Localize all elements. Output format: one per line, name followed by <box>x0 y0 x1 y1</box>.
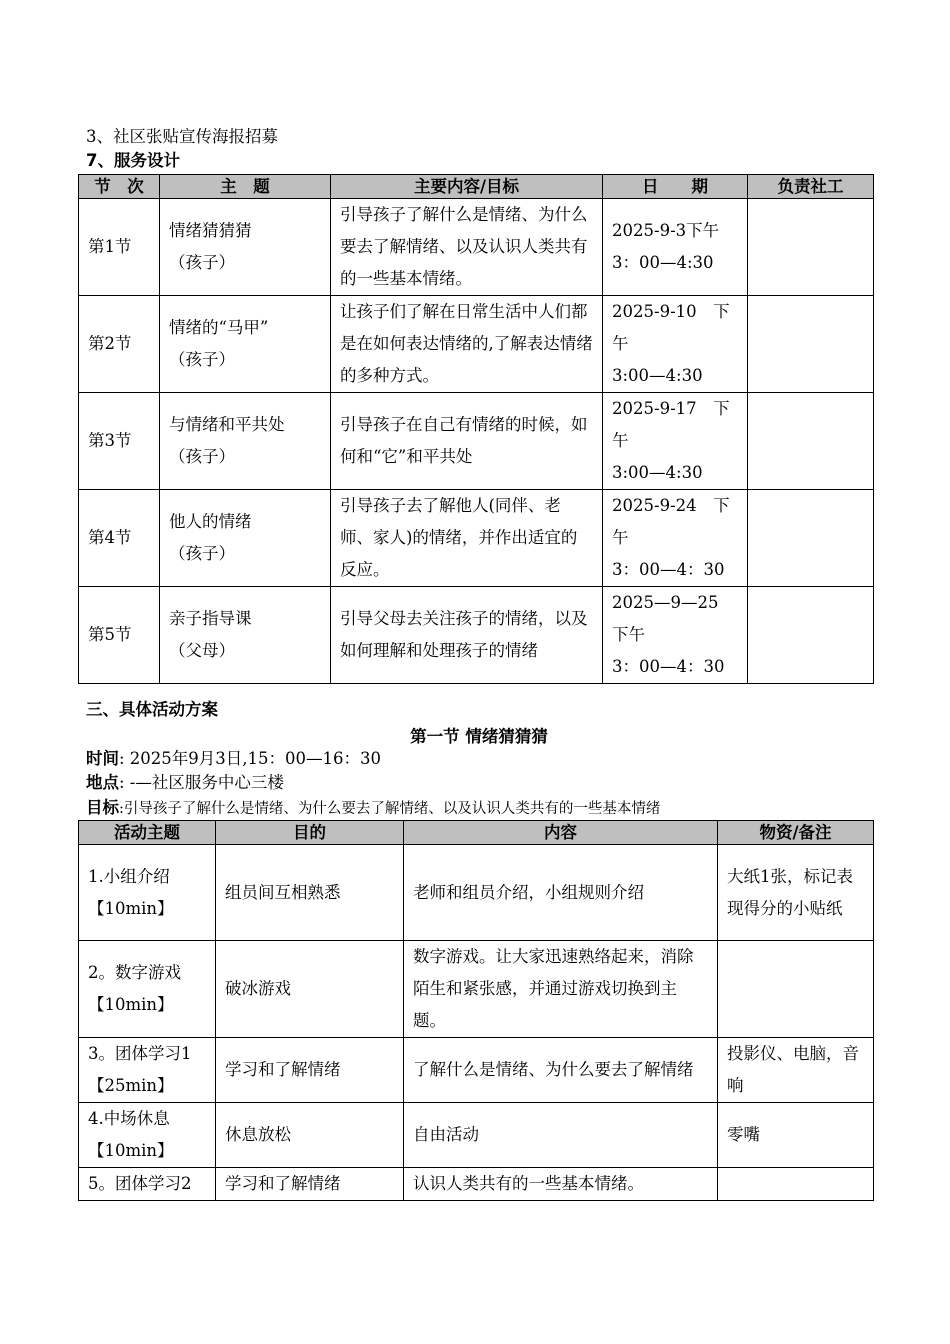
notes-cell: 大纸1张，标记表现得分的小贴纸 <box>718 845 874 941</box>
table-row <box>79 1038 874 1103</box>
section-3-title: 三、具体活动方案 <box>86 700 218 719</box>
place-line <box>86 772 284 794</box>
header-session: 节 次 <box>79 175 160 199</box>
content-cell: 认识人类共有的一些基本情绪。 <box>404 1168 718 1201</box>
header-date: 日 期 <box>603 175 748 199</box>
activity-plan-table <box>78 820 874 1201</box>
content-cell: 引导孩子去了解他人(同伴、老师、家人)的情绪，并作出适宜的反应。 <box>331 490 603 587</box>
table-row <box>79 587 874 684</box>
goal-value: :引导孩子了解什么是情绪、为什么要去了解情绪、以及认识人类共有的一些基本情绪 <box>119 801 661 817</box>
goal-label: 目标 <box>86 798 119 817</box>
time-value: : 2025年9月3日,15：00—16：30 <box>119 749 382 768</box>
notes-cell <box>718 941 874 1038</box>
worker-cell <box>748 490 874 587</box>
worker-cell <box>748 199 874 296</box>
session-1-title: 第一节 情绪猜猜猜 <box>410 727 548 746</box>
table-row <box>79 1168 874 1201</box>
table-header-row <box>79 821 874 845</box>
activity-theme-cell: 4.中场休息 【10min】 <box>79 1103 216 1168</box>
theme-cell: 与情绪和平共处 （孩子） <box>160 393 331 490</box>
content-cell: 让孩子们了解在日常生活中人们都是在如何表达情绪的,了解表达情绪的多种方式。 <box>331 296 603 393</box>
content-cell: 数字游戏。让大家迅速熟络起来，消除陌生和紧张感，并通过游戏切换到主题。 <box>404 941 718 1038</box>
purpose-cell: 休息放松 <box>216 1103 404 1168</box>
table-row <box>79 941 874 1038</box>
session-cell: 第3节 <box>79 393 160 490</box>
content-cell: 引导父母去关注孩子的情绪，以及如何理解和处理孩子的情绪 <box>331 587 603 684</box>
theme-cell: 亲子指导课 （父母） <box>160 587 331 684</box>
place-label: 地点 <box>86 773 119 792</box>
goal-line <box>86 797 660 820</box>
activity-theme-cell: 3。团体学习1 【25min】 <box>79 1038 216 1103</box>
purpose-cell: 学习和了解情绪 <box>216 1168 404 1201</box>
notes-cell: 投影仪、电脑，音响 <box>718 1038 874 1103</box>
worker-cell <box>748 296 874 393</box>
header-worker: 负责社工 <box>748 175 874 199</box>
header-notes: 物资/备注 <box>718 821 874 845</box>
time-line <box>86 748 381 770</box>
session-cell: 第2节 <box>79 296 160 393</box>
header-theme: 主 题 <box>160 175 331 199</box>
content-cell: 老师和组员介绍，小组规则介绍 <box>404 845 718 941</box>
purpose-cell: 学习和了解情绪 <box>216 1038 404 1103</box>
worker-cell <box>748 587 874 684</box>
theme-cell: 情绪的“马甲” （孩子） <box>160 296 331 393</box>
section-7-title: 7、服务设计 <box>86 151 180 170</box>
content-cell: 引导孩子了解什么是情绪、为什么要去了解情绪、以及认识人类共有的一些基本情绪。 <box>331 199 603 296</box>
table-row <box>79 393 874 490</box>
purpose-cell: 破冰游戏 <box>216 941 404 1038</box>
session-cell: 第4节 <box>79 490 160 587</box>
table-row <box>79 199 874 296</box>
content-cell: 了解什么是情绪、为什么要去了解情绪 <box>404 1038 718 1103</box>
header-purpose: 目的 <box>216 821 404 845</box>
table-row <box>79 1103 874 1168</box>
table-row <box>79 845 874 941</box>
theme-cell: 情绪猜猜猜 （孩子） <box>160 199 331 296</box>
header-content: 内容 <box>404 821 718 845</box>
content-cell: 引导孩子在自己有情绪的时候，如何和“它”和平共处 <box>331 393 603 490</box>
notes-cell <box>718 1168 874 1201</box>
header-content: 主要内容/目标 <box>331 175 603 199</box>
time-label: 时间 <box>86 749 119 768</box>
table-header-row <box>79 175 874 199</box>
date-cell: 2025-9-3下午 3：00—4:30 <box>603 199 748 296</box>
content-cell: 自由活动 <box>404 1103 718 1168</box>
notes-cell: 零嘴 <box>718 1103 874 1168</box>
date-cell: 2025—9—25 下午 3：00—4：30 <box>603 587 748 684</box>
intro-line: 3、社区张贴宣传海报招募 <box>86 127 278 146</box>
date-cell: 2025-9-24 下 午 3：00—4：30 <box>603 490 748 587</box>
service-design-table <box>78 174 874 684</box>
activity-theme-cell: 1.小组介绍 【10min】 <box>79 845 216 941</box>
theme-cell: 他人的情绪 （孩子） <box>160 490 331 587</box>
purpose-cell: 组员间互相熟悉 <box>216 845 404 941</box>
date-cell: 2025-9-10 下 午 3:00—4:30 <box>603 296 748 393</box>
activity-theme-cell: 2。数字游戏 【10min】 <box>79 941 216 1038</box>
session-cell: 第1节 <box>79 199 160 296</box>
table-row <box>79 296 874 393</box>
activity-theme-cell: 5。团体学习2 <box>79 1168 216 1201</box>
header-activity-theme: 活动主题 <box>79 821 216 845</box>
table-row <box>79 490 874 587</box>
date-cell: 2025-9-17 下 午 3:00—4:30 <box>603 393 748 490</box>
place-value: : -—社区服务中心三楼 <box>119 773 284 792</box>
worker-cell <box>748 393 874 490</box>
session-cell: 第5节 <box>79 587 160 684</box>
